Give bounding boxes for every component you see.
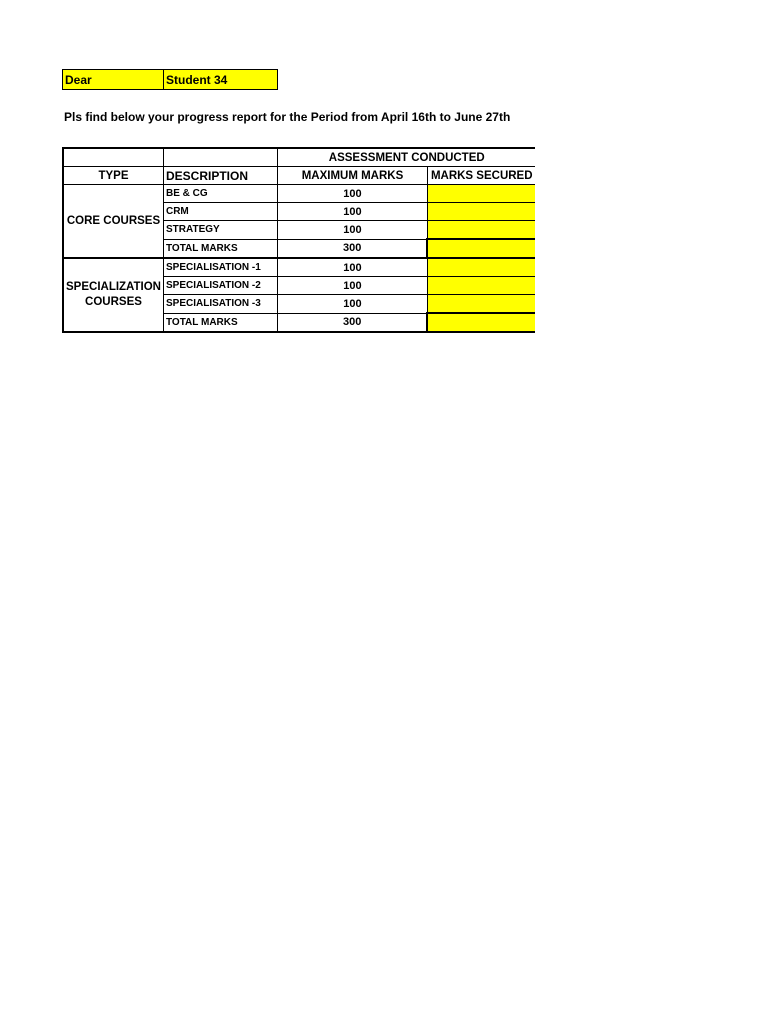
marks-secured-cell[interactable] xyxy=(427,295,535,314)
type-column-header: TYPE xyxy=(63,167,163,185)
blank-header-cell[interactable] xyxy=(163,148,277,167)
maximum-marks-cell[interactable]: 100 xyxy=(277,258,427,277)
total-marks-label-cell[interactable]: TOTAL MARKS xyxy=(163,239,277,258)
maximum-marks-column-header: MAXIMUM MARKS xyxy=(277,167,427,185)
description-cell[interactable]: SPECIALISATION -2 xyxy=(163,277,277,295)
salutation-cell[interactable]: Dear xyxy=(63,70,164,90)
maximum-marks-cell[interactable]: 100 xyxy=(277,203,427,221)
maximum-marks-cell[interactable]: 100 xyxy=(277,277,427,295)
progress-report-table xyxy=(62,147,535,333)
core-courses-type-cell: CORE COURSES xyxy=(63,185,163,259)
marks-secured-column-header: MARKS SECURED xyxy=(427,167,535,185)
table-row xyxy=(63,258,535,277)
description-cell[interactable]: STRATEGY xyxy=(163,221,277,240)
description-cell[interactable]: SPECIALISATION -3 xyxy=(163,295,277,314)
greeting-row xyxy=(62,69,278,90)
student-name-cell[interactable]: Student 34 xyxy=(164,70,278,90)
total-marks-label-cell[interactable]: TOTAL MARKS xyxy=(163,313,277,332)
description-cell[interactable]: SPECIALISATION -1 xyxy=(163,258,277,277)
total-maximum-marks-cell[interactable]: 300 xyxy=(277,239,427,258)
total-marks-secured-cell[interactable] xyxy=(427,239,535,258)
specialization-courses-type-cell: SPECIALIZATION COURSES xyxy=(63,258,163,332)
description-cell[interactable]: BE & CG xyxy=(163,185,277,203)
description-cell[interactable]: CRM xyxy=(163,203,277,221)
marks-secured-cell[interactable] xyxy=(427,221,535,240)
table-row xyxy=(63,185,535,203)
blank-header-cell[interactable] xyxy=(63,148,163,167)
marks-secured-cell[interactable] xyxy=(427,258,535,277)
marks-secured-cell[interactable] xyxy=(427,185,535,203)
total-maximum-marks-cell[interactable]: 300 xyxy=(277,313,427,332)
maximum-marks-cell[interactable]: 100 xyxy=(277,185,427,203)
assessment-conducted-header: ASSESSMENT CONDUCTED xyxy=(277,148,535,167)
marks-secured-cell[interactable] xyxy=(427,203,535,221)
marks-secured-cell[interactable] xyxy=(427,277,535,295)
total-marks-secured-cell[interactable] xyxy=(427,313,535,332)
description-column-header: DESCRIPTION xyxy=(163,167,277,185)
intro-text: Pls find below your progress report for the Period from April 16th to June 27th xyxy=(64,110,511,124)
maximum-marks-cell[interactable]: 100 xyxy=(277,295,427,314)
maximum-marks-cell[interactable]: 100 xyxy=(277,221,427,240)
